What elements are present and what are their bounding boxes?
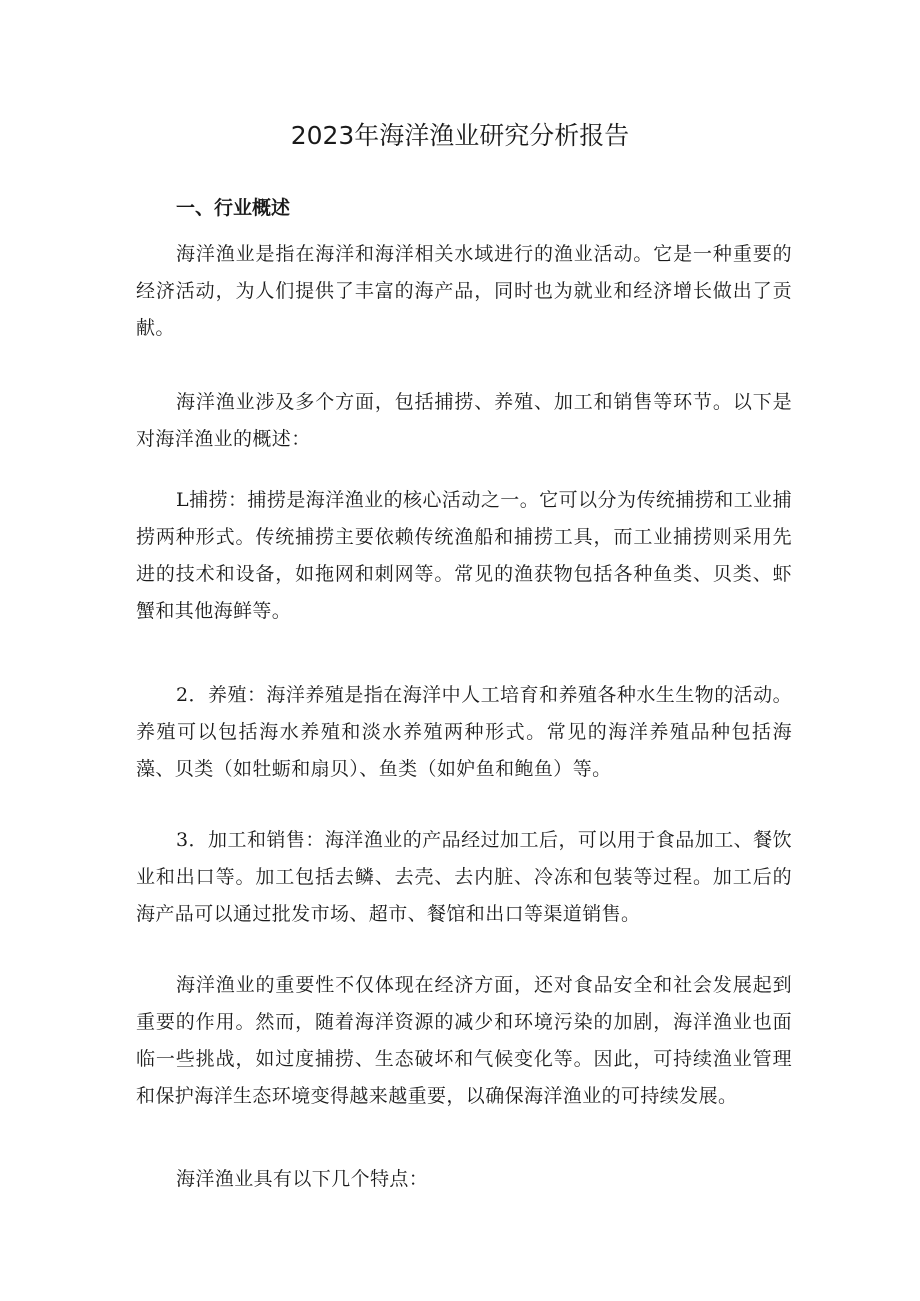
paragraph-definition: 海洋渔业是指在海洋和海洋相关水域进行的渔业活动。它是一种重要的经济活动，为人们提供了丰富的海产品，同时也为就业和经济增长做出了贡献。 [136, 243, 792, 339]
paragraph-characteristics-intro: 海洋渔业具有以下几个特点： [176, 1168, 429, 1190]
paragraph-aquaculture: 2．养殖：海洋养殖是指在海洋中人工培育和养殖各种水生生物的活动。养殖可以包括海水养殖和淡水养殖两种形式。常见的海洋养殖品种包括海藻、贝类（如牡蛎和扇贝）、鱼类（如妒鱼和鲍鱼）等。 [136, 684, 792, 780]
paragraph-processing-sales: 3．加工和销售：海洋渔业的产品经过加工后，可以用于食品加工、餐饮业和出口等。加工包括去鳞、去壳、去内脏、冷冻和包装等过程。加工后的海产品可以通过批发市场、超市、餐馆和出口等渠道销售。 [136, 829, 792, 925]
section-heading-overview: 一、行业概述 [176, 197, 291, 219]
document-title: 2023年海洋渔业研究分析报告 [290, 121, 630, 150]
paragraph-importance: 海洋渔业的重要性不仅体现在经济方面，还对食品安全和社会发展起到重要的作用。然而，随着海洋资源的减少和环境污染的加剧，海洋渔业也面临一些挑战，如过度捕捞、生态破坏和气候变化等。因此，可持续渔业管理和保护海洋生态环境变得越来越重要，以确保海洋渔业的可持续发展。 [136, 974, 792, 1107]
paragraph-fishing: L捕捞：捕捞是海洋渔业的核心活动之一。它可以分为传统捕捞和工业捕捞两种形式。传统捕捞主要依赖传统渔船和捕捞工具，而工业捕捞则采用先进的技术和设备，如拖网和刺网等。常见的渔获物包括各种鱼类、贝类、虾蟹和其他海鲜等。 [136, 489, 792, 622]
paragraph-aspects-intro: 海洋渔业涉及多个方面，包括捕捞、养殖、加工和销售等环节。以下是对海洋渔业的概述： [136, 391, 792, 450]
